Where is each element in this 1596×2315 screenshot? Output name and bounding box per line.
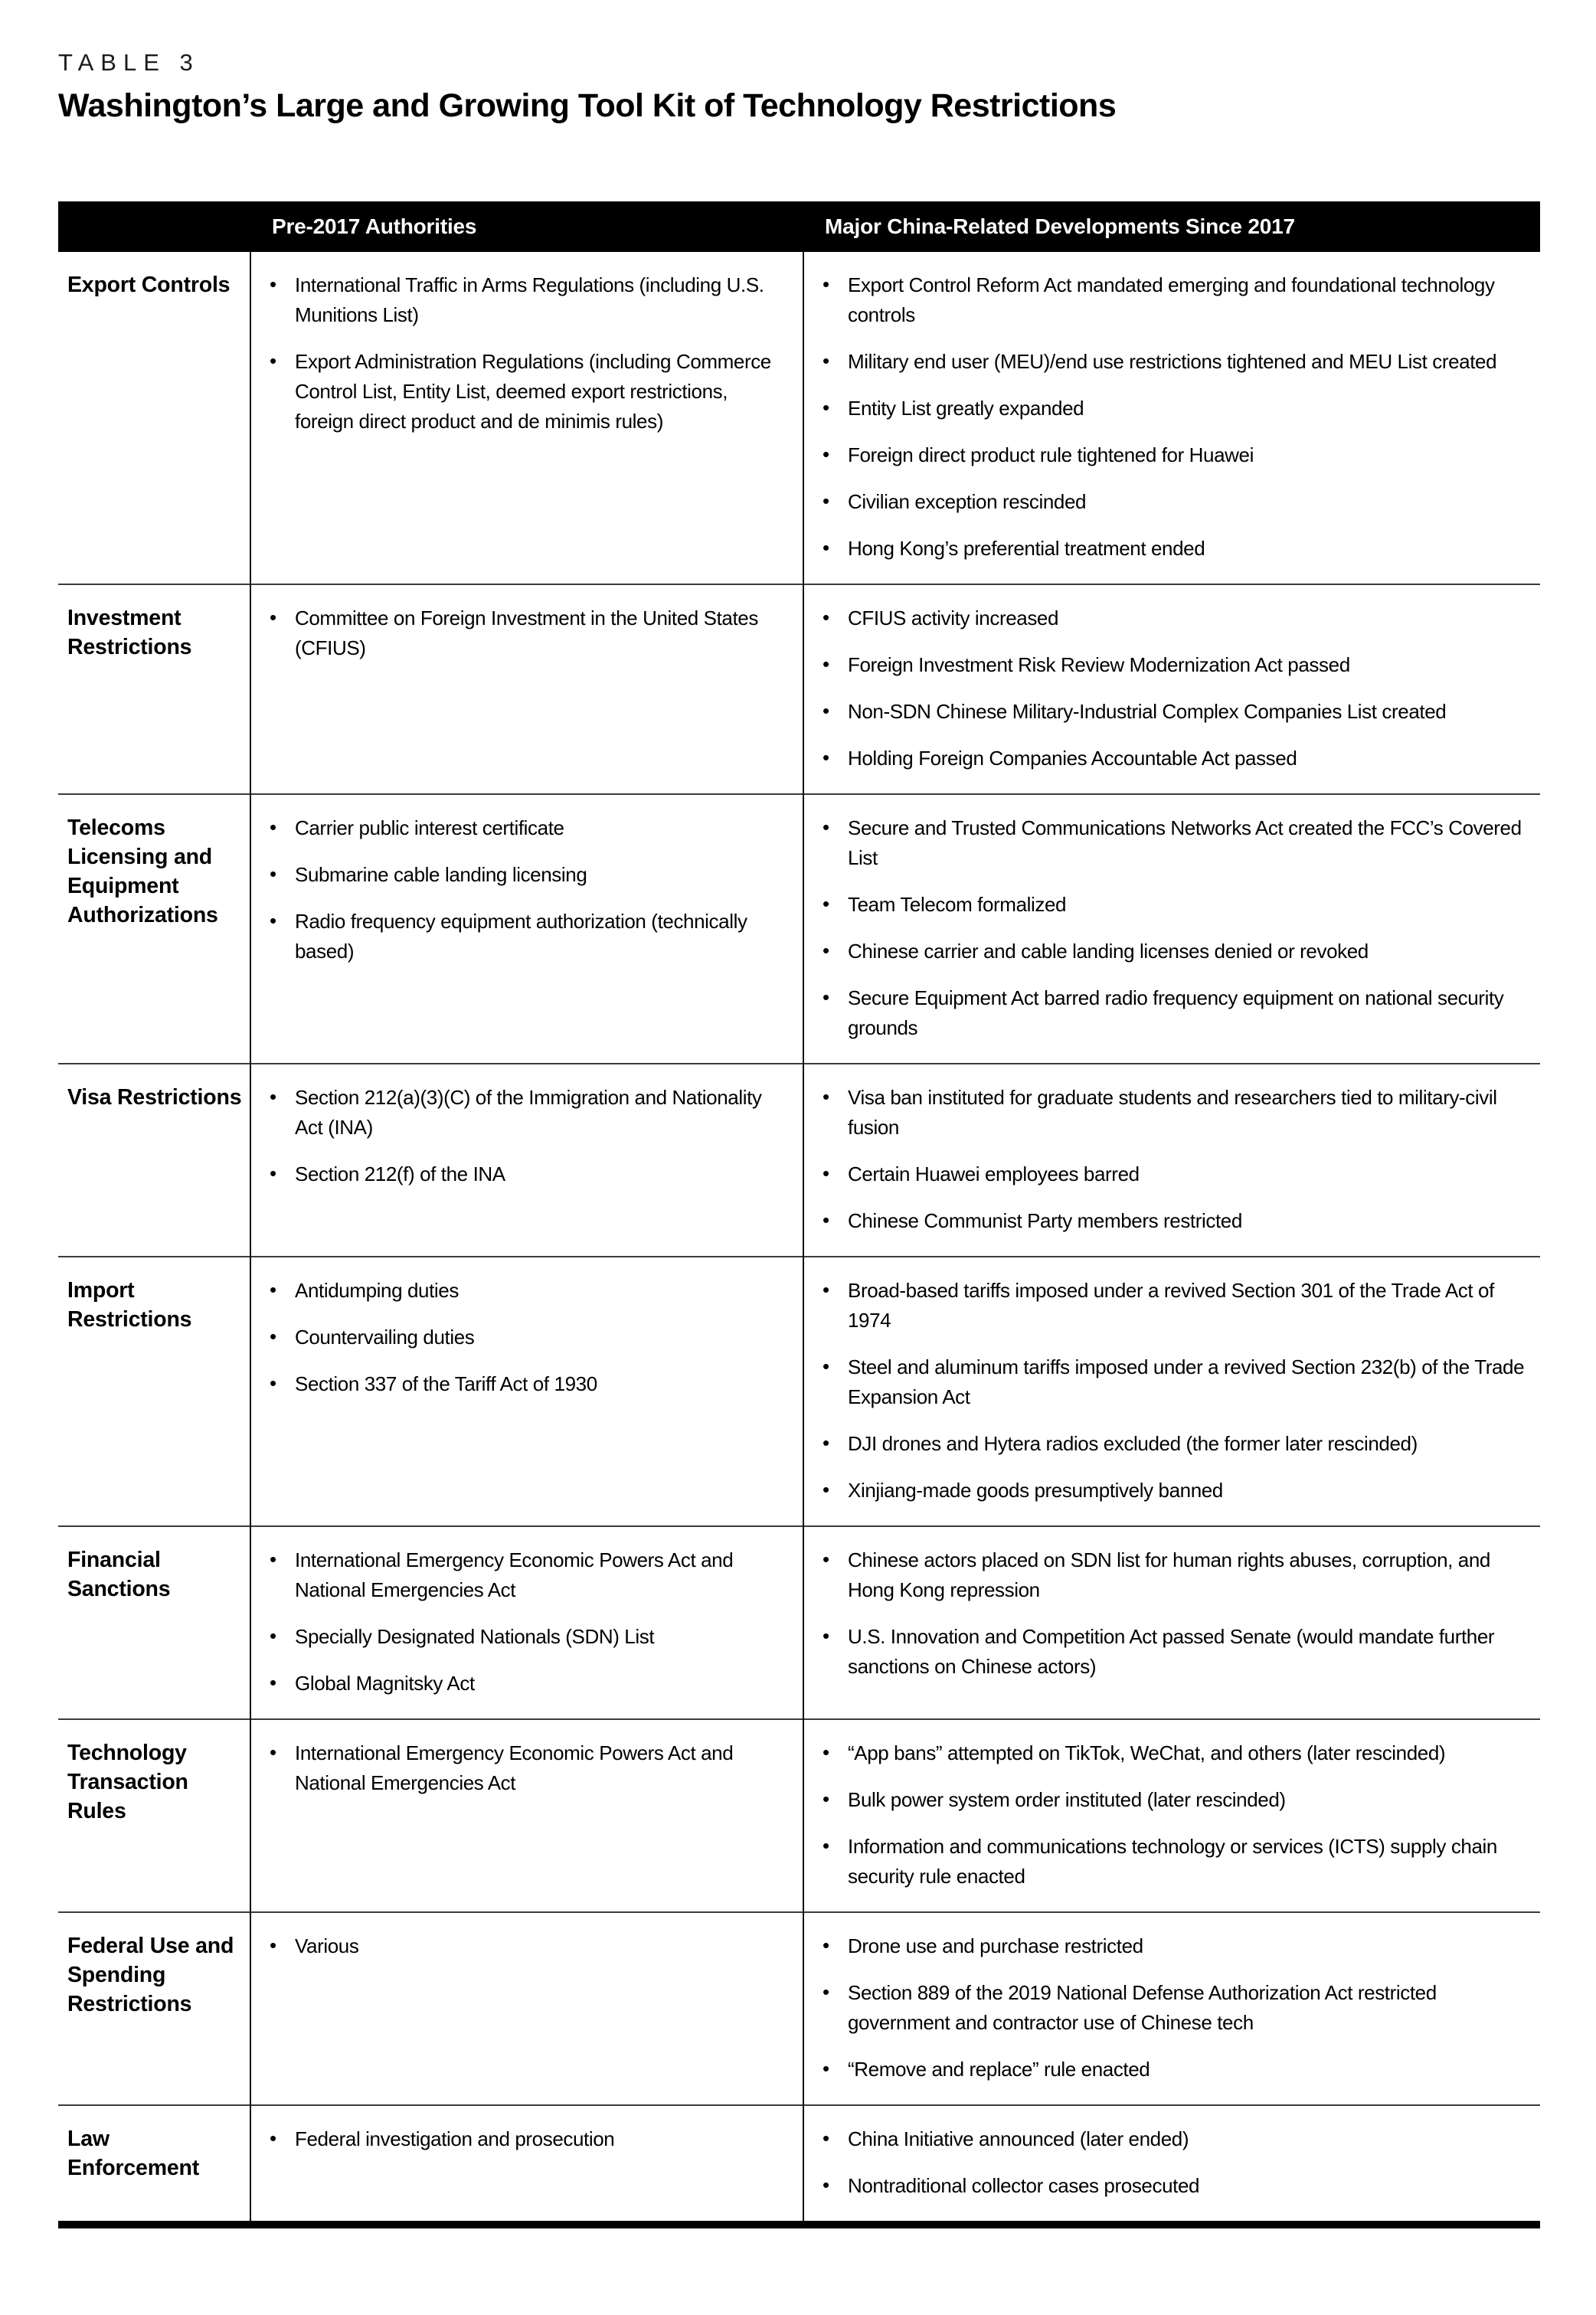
bullet-item: • Hong Kong’s preferential treatment ended (804, 534, 1526, 564)
bullet-list (804, 1738, 1526, 1892)
row-category-label: Law Enforcement (58, 2105, 250, 2225)
cell-since2017 (803, 2105, 1540, 2225)
cell-since2017 (803, 794, 1540, 1064)
row-category-label: Export Controls (67, 273, 231, 297)
bullet-item: • Military end user (MEU)/end use restrictions tightened and MEU List created (804, 347, 1526, 377)
bullet-item: • International Traffic in Arms Regulations (including U.S. Munitions List) (251, 270, 789, 330)
table-row (58, 1064, 1540, 1257)
restrictions-table (58, 201, 1540, 2228)
bullet-list (804, 2124, 1526, 2201)
table-row (58, 1257, 1540, 1526)
bullet-item: • Section 889 of the 2019 National Defense Authorization Act restricted government and contractor use of Chinese tech (804, 1978, 1526, 2038)
bullet-item: • Countervailing duties (251, 1323, 789, 1352)
bullet-item: • Chinese actors placed on SDN list for human rights abuses, corruption, and Hong Kong repression (804, 1545, 1526, 1605)
cell-pre2017 (250, 252, 803, 584)
row-category-label: Telecoms Licensing and Equipment Authorizations (58, 794, 250, 1064)
bullet-list (251, 1083, 789, 1189)
cell-since2017 (803, 1912, 1540, 2105)
bullet-item: • Certain Huawei employees barred (804, 1159, 1526, 1189)
cell-pre2017 (250, 794, 803, 1064)
bullet-list (251, 1738, 789, 1798)
bullet-item: • Section 212(f) of the INA (251, 1159, 789, 1189)
bullet-item: • International Emergency Economic Powers Act and National Emergencies Act (251, 1545, 789, 1605)
bullet-list (804, 1083, 1526, 1236)
bullet-item: • Entity List greatly expanded (804, 394, 1526, 423)
bullet-item: • Visa ban instituted for graduate students and researchers tied to military-civil fusion (804, 1083, 1526, 1143)
row-category-label: Import Restrictions (58, 1257, 250, 1526)
bullet-item: • Foreign direct product rule tightened for Huawei (804, 440, 1526, 470)
bullet-item: • Non-SDN Chinese Military-Industrial Complex Companies List created (804, 697, 1526, 727)
bullet-item: • Bulk power system order instituted (later rescinded) (804, 1785, 1526, 1815)
row-category-label: Investment Restrictions (58, 584, 250, 794)
bullet-item: • Specially Designated Nationals (SDN) List (251, 1622, 789, 1652)
cell-pre2017 (250, 1719, 803, 1912)
bullet-list (804, 1931, 1526, 2084)
bullet-item: • Nontraditional collector cases prosecuted (804, 2171, 1526, 2201)
table-row (58, 1912, 1540, 2105)
cell-pre2017 (250, 1912, 803, 2105)
cell-pre2017 (250, 584, 803, 794)
bullet-item: • Xinjiang-made goods presumptively banned (804, 1476, 1526, 1506)
bullet-item: • “Remove and replace” rule enacted (804, 2055, 1526, 2084)
bullet-list (251, 1276, 789, 1399)
bullet-item: • “App bans” attempted on TikTok, WeChat, and others (later rescinded) (804, 1738, 1526, 1768)
cell-since2017 (803, 584, 1540, 794)
bullet-item: • Committee on Foreign Investment in the United States (CFIUS) (251, 603, 789, 663)
header-cell-since2017: Major China-Related Developments Since 2017 (803, 201, 1540, 252)
bullet-item: • Global Magnitsky Act (251, 1669, 789, 1699)
bullet-item: • Holding Foreign Companies Accountable Act passed (804, 744, 1526, 773)
cell-since2017 (803, 1064, 1540, 1257)
bullet-item: • CFIUS activity increased (804, 603, 1526, 633)
bullet-item: • China Initiative announced (later ended) (804, 2124, 1526, 2154)
bullet-item: • Federal investigation and prosecution (251, 2124, 789, 2154)
bullet-list (251, 270, 789, 437)
table-row (58, 252, 1540, 584)
bullet-item: • DJI drones and Hytera radios excluded (the former later rescinded) (804, 1429, 1526, 1459)
cell-pre2017 (250, 1064, 803, 1257)
bullet-item: • Radio frequency equipment authorization (technically based) (251, 907, 789, 966)
cell-pre2017 (250, 1257, 803, 1526)
header-row (58, 201, 1540, 252)
bullet-item: • Civilian exception rescinded (804, 487, 1526, 517)
header-cell-pre2017: Pre-2017 Authorities (250, 201, 803, 252)
bullet-item: • Broad-based tariffs imposed under a revived Section 301 of the Trade Act of 1974 (804, 1276, 1526, 1336)
bullet-list (251, 2124, 789, 2154)
cell-pre2017 (250, 1526, 803, 1719)
cell-since2017 (803, 1719, 1540, 1912)
bullet-list (804, 813, 1526, 1043)
cell-since2017 (803, 1526, 1540, 1719)
bullet-list (804, 270, 1526, 564)
bullet-item: • Foreign Investment Risk Review Modernization Act passed (804, 650, 1526, 680)
bullet-list (251, 1931, 789, 1961)
bullet-list (251, 1545, 789, 1699)
bullet-item: • Steel and aluminum tariffs imposed under a revived Section 232(b) of the Trade Expansion Act (804, 1352, 1526, 1412)
row-category-label: Technology Transaction Rules (58, 1719, 250, 1912)
bullet-item: • Section 337 of the Tariff Act of 1930 (251, 1369, 789, 1399)
bullet-item: • Submarine cable landing licensing (251, 860, 789, 890)
bullet-list (804, 603, 1526, 773)
table-row (58, 1719, 1540, 1912)
row-category-label: Financial Sanctions (58, 1526, 250, 1719)
table-row (58, 2105, 1540, 2225)
bullet-list (804, 1276, 1526, 1506)
table-title: Washington’s Large and Growing Tool Kit of Technology Restrictions (58, 87, 1117, 124)
bullet-item: • U.S. Innovation and Competition Act passed Senate (would mandate further sanctions on Chinese actors) (804, 1622, 1526, 1682)
bullet-item: • Export Administration Regulations (including Commerce Control List, Entity List, deemed export restrictions, foreign direct product and de minimis rules) (251, 347, 789, 437)
table-number-label: TABLE 3 (58, 49, 200, 76)
bullet-list (251, 813, 789, 966)
bullet-item: • Secure Equipment Act barred radio frequency equipment on national security grounds (804, 983, 1526, 1043)
row-category-label: Visa Restrictions (58, 1064, 250, 1257)
bullet-list (804, 1545, 1526, 1682)
row-category-label: Federal Use and Spending Restrictions (58, 1912, 250, 2105)
bullet-item: • Various (251, 1931, 789, 1961)
bullet-item: • Carrier public interest certificate (251, 813, 789, 843)
header-cell-empty (58, 201, 250, 252)
bullet-list (251, 603, 789, 663)
table-header (58, 201, 1540, 252)
cell-since2017 (803, 1257, 1540, 1526)
bullet-item: • Secure and Trusted Communications Networks Act created the FCC’s Covered List (804, 813, 1526, 873)
bullet-item: • Section 212(a)(3)(C) of the Immigration and Nationality Act (INA) (251, 1083, 789, 1143)
bullet-item: • Antidumping duties (251, 1276, 789, 1306)
bullet-item: • Team Telecom formalized (804, 890, 1526, 920)
table-body (58, 252, 1540, 2225)
table-row (58, 584, 1540, 794)
table-row (58, 1526, 1540, 1719)
table-row (58, 794, 1540, 1064)
cell-since2017 (803, 252, 1540, 584)
bullet-item: • Chinese carrier and cable landing licenses denied or revoked (804, 937, 1526, 966)
bullet-item: • International Emergency Economic Powers Act and National Emergencies Act (251, 1738, 789, 1798)
bullet-item: • Drone use and purchase restricted (804, 1931, 1526, 1961)
bullet-item: • Information and communications technology or services (ICTS) supply chain security rule enacted (804, 1832, 1526, 1892)
bullet-item: • Chinese Communist Party members restricted (804, 1206, 1526, 1236)
bullet-item: • Export Control Reform Act mandated emerging and foundational technology controls (804, 270, 1526, 330)
cell-pre2017 (250, 2105, 803, 2225)
